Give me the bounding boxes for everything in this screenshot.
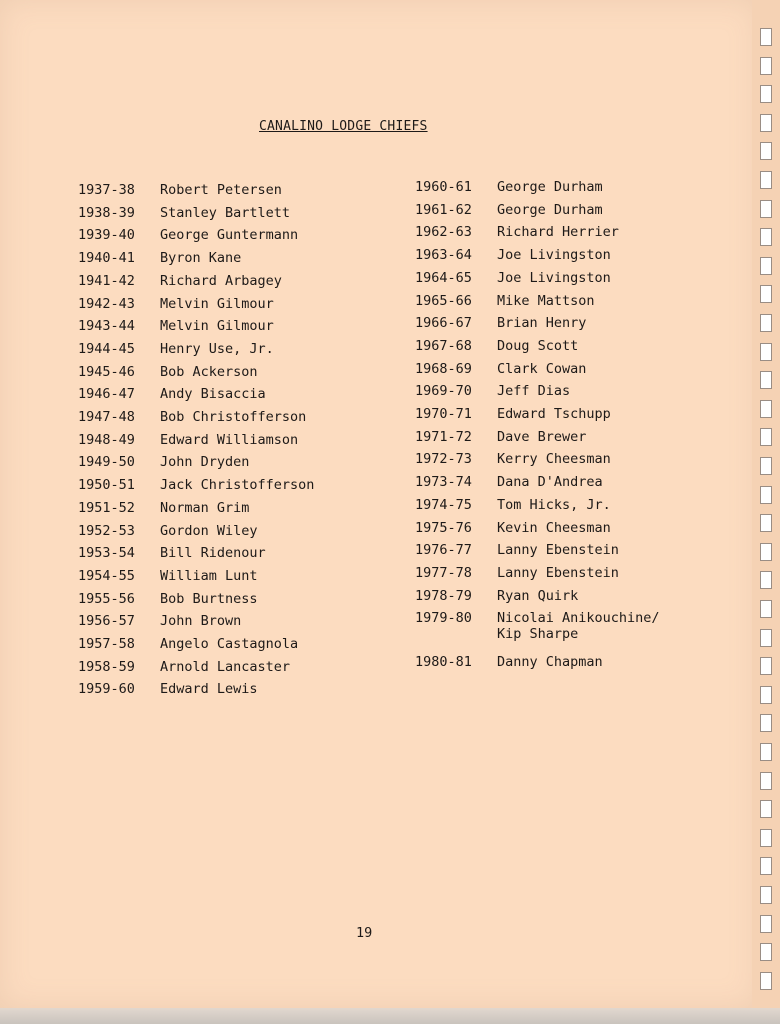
chief-name [160, 272, 282, 290]
chief-name [160, 249, 241, 267]
page-bottom-edge [0, 1008, 780, 1024]
binding-ring [760, 571, 772, 589]
chief-name-line: Doug Scott [497, 337, 579, 354]
chief-entry [78, 590, 258, 608]
chief-name [160, 340, 274, 358]
term-years: 1976-77 [415, 542, 472, 559]
binding-ring [760, 171, 772, 189]
chief-entry [78, 431, 298, 449]
chief-name [160, 612, 241, 630]
chief-name-line: Joe Livingston [497, 269, 611, 286]
term-years: 1958-59 [78, 658, 135, 675]
term-years: 1948-49 [78, 431, 135, 448]
chief-entry [415, 382, 570, 400]
term-years: 1970-71 [415, 406, 472, 422]
binding-ring [760, 943, 772, 961]
term-years: 1966-67 [415, 315, 472, 332]
chief-name-line: Richard Arbagey [160, 272, 282, 289]
chief-name-line: John Dryden [160, 454, 250, 471]
page-number: 19 [356, 925, 373, 941]
chief-name [160, 658, 290, 676]
chief-name [160, 295, 274, 313]
chief-name-line: George Durham [497, 201, 603, 218]
binding-ring [760, 228, 772, 246]
chief-entry [78, 181, 282, 199]
binding-ring [760, 285, 772, 303]
chief-entry [78, 249, 241, 267]
chief-name-line: Nicolai Anikouchine/ [497, 610, 660, 627]
chief-name-line: Gordon Wiley [160, 522, 258, 539]
binding-ring [760, 514, 772, 532]
chief-name-line: Robert Petersen [160, 182, 282, 198]
binding-ring [760, 142, 772, 160]
term-years: 1959-60 [78, 681, 135, 698]
chief-name-line: Bob Burtness [160, 590, 258, 607]
chief-name-line: Tom Hicks, Jr. [497, 496, 611, 513]
term-years: 1938-39 [78, 204, 135, 221]
chief-name-line: Norman Grim [160, 499, 250, 516]
chief-name-line: Angelo Castagnola [160, 636, 299, 652]
term-years: 1943-44 [78, 318, 135, 335]
chief-name [160, 544, 266, 562]
term-years: 1957-58 [78, 636, 135, 652]
binding-ring [760, 200, 772, 218]
chief-entry [415, 519, 611, 537]
chief-entry [415, 609, 660, 643]
chief-entry [78, 385, 266, 403]
chief-name-line: Bill Ridenour [160, 545, 266, 562]
chief-entry [78, 544, 266, 562]
term-years: 1956-57 [78, 613, 135, 630]
binding-ring [760, 972, 772, 990]
chief-name [497, 496, 611, 514]
term-years: 1967-68 [415, 337, 472, 354]
term-years: 1953-54 [78, 545, 135, 562]
chief-name-line: Kip Sharpe [497, 626, 579, 643]
term-years: 1975-76 [415, 519, 472, 536]
chief-name [497, 450, 611, 468]
chief-name-line: Edward Williamson [160, 431, 299, 448]
chief-entry [78, 363, 258, 381]
chief-name [160, 385, 266, 403]
term-years: 1960-61 [415, 179, 472, 195]
chief-entry [415, 269, 611, 287]
chief-name [497, 201, 603, 219]
chief-name-line: Kerry Cheesman [497, 451, 611, 468]
chief-name [497, 246, 611, 264]
chief-entry [415, 587, 578, 605]
term-years: 1951-52 [78, 499, 135, 516]
binding-ring [760, 600, 772, 618]
chief-name [497, 564, 619, 582]
chief-name-line: Melvin Gilmour [160, 318, 274, 335]
chief-entry [415, 201, 603, 219]
term-years: 1962-63 [415, 224, 472, 241]
binding-ring [760, 857, 772, 875]
chief-name [497, 541, 619, 559]
chief-entry [415, 428, 586, 446]
binding-ring [760, 457, 772, 475]
chief-entry [415, 405, 611, 423]
term-years: 1946-47 [78, 386, 135, 403]
term-years: 1968-69 [415, 360, 472, 377]
chief-name-line: Bob Ackerson [160, 363, 258, 380]
binding-ring [760, 714, 772, 732]
term-years: 1978-79 [415, 587, 472, 604]
term-years: 1945-46 [78, 363, 135, 380]
chief-name-line: Bob Christofferson [160, 409, 307, 425]
chief-name [160, 680, 258, 698]
chief-entry [415, 360, 586, 378]
term-years: 1977-78 [415, 564, 472, 581]
chief-name-line: Lanny Ebenstein [497, 564, 619, 581]
chief-name [497, 519, 611, 537]
binding-ring [760, 428, 772, 446]
binding-ring [760, 743, 772, 761]
chief-name [160, 181, 282, 199]
binding-ring [760, 371, 772, 389]
chief-entry [415, 314, 586, 332]
chief-entry [78, 272, 282, 290]
chief-name [160, 408, 306, 426]
binding-ring [760, 257, 772, 275]
term-years: 1939-40 [78, 227, 135, 244]
chief-name [497, 223, 619, 241]
chief-name [160, 567, 258, 585]
binding-ring [760, 314, 772, 332]
term-years: 1971-72 [415, 428, 472, 445]
chief-name-line: George Guntermann [160, 227, 299, 244]
chief-name-line: Brian Henry [497, 315, 587, 332]
chief-entry [415, 178, 603, 196]
chief-entry [78, 453, 249, 471]
chief-entry [78, 612, 241, 630]
chief-entry [78, 295, 274, 313]
chief-entry [415, 292, 595, 310]
chief-entry [78, 567, 258, 585]
term-years: 1937-38 [78, 182, 135, 198]
chief-name-line: Melvin Gilmour [160, 295, 274, 312]
term-years: 1980-81 [415, 654, 472, 670]
chief-name-line: Stanley Bartlett [160, 204, 291, 221]
chief-name [160, 635, 298, 653]
term-years: 1974-75 [415, 496, 472, 513]
chief-name [497, 360, 586, 378]
chief-entry [78, 408, 306, 426]
chief-name [497, 337, 578, 355]
chief-name [497, 405, 611, 423]
chief-name [160, 522, 258, 540]
binding-ring [760, 629, 772, 647]
chief-name-line: Danny Chapman [497, 654, 603, 670]
chief-name-line: Edward Lewis [160, 681, 258, 698]
chief-name-line: Arnold Lancaster [160, 658, 291, 675]
term-years: 1941-42 [78, 272, 135, 289]
term-years: 1963-64 [415, 247, 472, 264]
binding-ring [760, 400, 772, 418]
binding-ring [760, 57, 772, 75]
term-years: 1947-48 [78, 409, 135, 425]
chief-name [497, 178, 603, 196]
chief-name [160, 453, 249, 471]
chief-name-line: Lanny Ebenstein [497, 542, 619, 559]
chief-name [497, 382, 570, 400]
chief-entry [415, 653, 603, 671]
chief-name [160, 317, 274, 335]
chief-entry [78, 226, 298, 244]
term-years: 1942-43 [78, 295, 135, 312]
chief-name-line: Jack Christofferson [160, 477, 315, 494]
binding-ring [760, 886, 772, 904]
chief-name-line: George Durham [497, 179, 603, 195]
chief-name-line: Dave Brewer [497, 428, 587, 445]
term-years: 1954-55 [78, 567, 135, 584]
chief-entry [415, 473, 603, 491]
chief-name-line: William Lunt [160, 567, 258, 584]
chief-name [497, 428, 586, 446]
chief-entry [78, 476, 314, 494]
chief-entry [415, 223, 619, 241]
term-years: 1950-51 [78, 477, 135, 494]
chief-entry [78, 317, 274, 335]
term-years: 1969-70 [415, 383, 472, 400]
chief-name [497, 269, 611, 287]
chief-name [160, 226, 298, 244]
chief-name-line: Dana D'Andrea [497, 474, 603, 491]
chief-entry [78, 658, 290, 676]
spiral-binding [752, 0, 780, 1024]
binding-ring [760, 915, 772, 933]
chief-entry [415, 564, 619, 582]
chief-name [497, 473, 603, 491]
chief-entry [78, 635, 298, 653]
chief-name-line: Edward Tschupp [497, 406, 611, 422]
chief-name [160, 204, 290, 222]
binding-ring [760, 486, 772, 504]
chief-entry [415, 450, 611, 468]
binding-ring [760, 28, 772, 46]
binding-ring [760, 85, 772, 103]
chief-name [497, 314, 586, 332]
chief-name-line: Mike Mattson [497, 292, 595, 309]
term-years: 1979-80 [415, 610, 472, 627]
chief-name [160, 363, 258, 381]
binding-ring [760, 800, 772, 818]
chief-name-line: Richard Herrier [497, 224, 619, 241]
term-years: 1944-45 [78, 340, 135, 357]
binding-ring [760, 686, 772, 704]
binding-ring [760, 657, 772, 675]
chief-name [160, 590, 258, 608]
chief-entry [78, 680, 258, 698]
chief-entry [78, 340, 274, 358]
term-years: 1972-73 [415, 451, 472, 468]
term-years: 1965-66 [415, 292, 472, 309]
chief-entry [78, 522, 258, 540]
chief-name-line: Clark Cowan [497, 360, 587, 377]
chief-entry [415, 496, 611, 514]
term-years: 1949-50 [78, 454, 135, 471]
chief-name [497, 587, 578, 605]
chief-name [160, 499, 249, 517]
page-title: CANALINO LODGE CHIEFS [259, 119, 428, 134]
binding-ring [760, 772, 772, 790]
chief-entry [415, 246, 611, 264]
chief-name [497, 292, 595, 310]
chief-name-line: Henry Use, Jr. [160, 340, 274, 357]
binding-ring [760, 543, 772, 561]
chief-entry [415, 337, 578, 355]
chief-name-line: Joe Livingston [497, 247, 611, 264]
chief-name-line: John Brown [160, 613, 242, 630]
chief-entry [415, 541, 619, 559]
term-years: 1973-74 [415, 474, 472, 491]
term-years: 1964-65 [415, 269, 472, 286]
binding-ring [760, 114, 772, 132]
term-years: 1952-53 [78, 522, 135, 539]
binding-ring [760, 829, 772, 847]
binding-ring [760, 343, 772, 361]
chief-name-line: Kevin Cheesman [497, 519, 611, 536]
chief-entry [78, 499, 249, 517]
chief-name [160, 476, 314, 494]
term-years: 1940-41 [78, 250, 135, 267]
term-years: 1961-62 [415, 201, 472, 218]
chief-name [160, 431, 298, 449]
chief-name-line: Andy Bisaccia [160, 386, 266, 403]
chief-name-line: Jeff Dias [497, 383, 571, 400]
chief-name [497, 609, 660, 643]
chief-entry [78, 204, 290, 222]
chief-name [497, 653, 603, 671]
chief-name-line: Ryan Quirk [497, 587, 579, 604]
chief-name-line: Byron Kane [160, 250, 242, 267]
term-years: 1955-56 [78, 590, 135, 607]
